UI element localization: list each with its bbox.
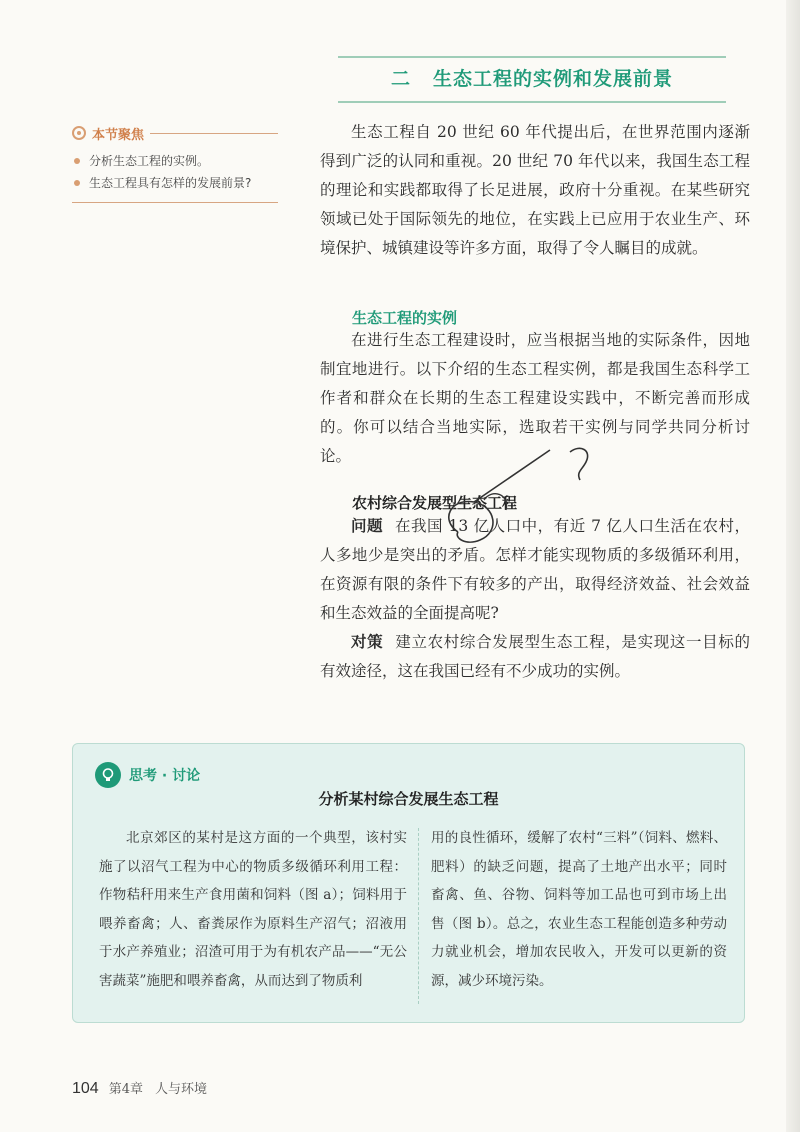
problem-text: 在我国 13 亿人口中，有近 7 亿人口生活在农村，人多地少是突出的矛盾。怎样才能实现物质的多级循环利用，在资源有限的条件下有较多的产出，取得经济效益、社会效益和生态效益的全面提高呢? — [320, 517, 750, 622]
discussion-title: 分析某村综合发展生态工程 — [318, 790, 499, 808]
section-focus-box — [72, 122, 278, 203]
problem-label: 问题 — [351, 517, 384, 535]
focus-list — [72, 150, 278, 194]
focus-bottom-rule — [72, 202, 278, 203]
focus-item — [72, 172, 278, 194]
discussion-label: 思考 · 讨论 — [129, 768, 201, 784]
bullet-icon — [74, 158, 80, 164]
page-number: 104 — [72, 1080, 99, 1097]
focus-item — [72, 150, 278, 172]
focus-item-text: 分析生态工程的实例。 — [89, 154, 210, 168]
intro-block — [320, 118, 750, 263]
section-title — [338, 62, 726, 96]
examples-heading: 生态工程的实例 — [352, 309, 458, 327]
page-edge-shadow — [786, 0, 800, 1132]
section-title-text: 生态工程的实例和发展前景 — [433, 68, 674, 90]
solution-paragraph — [320, 628, 750, 686]
title-top-rule — [338, 56, 726, 58]
target-icon — [72, 126, 86, 140]
lightbulb-icon — [95, 762, 121, 788]
rural-heading: 农村综合发展型生态工程 — [352, 494, 518, 512]
examples-paragraph: 在进行生态工程建设时，应当根据当地的实际条件，因地制宜地进行。以下介绍的生态工程实例，都是我国生态科学工作者和群众在长期的生态工程建设实践中，不断完善而形成的。你可以结合当地实际，选取若干实例与同学共同分析讨论。 — [320, 331, 750, 465]
bullet-icon — [74, 180, 80, 186]
discussion-box — [72, 743, 745, 1023]
solution-text: 建立农村综合发展型生态工程，是实现这一目标的有效途径，这在我国已经有不少成功的实例。 — [320, 633, 750, 680]
solution-label: 对策 — [351, 633, 384, 651]
discussion-left-column: 北京郊区的某村是这方面的一个典型，该村实施了以沼气工程为中心的物质多级循环利用工程：作物秸秆用来生产食用菌和饲料（图 a）；饲料用于喂养畜禽；人、畜粪尿作为原料生产沼气；沼液用于水产养殖业；沼渣可用于为有机农产品——“无公害蔬菜”施肥和喂养畜禽，从而达到了物质利 — [99, 830, 407, 989]
rural-block — [320, 512, 750, 686]
intro-paragraph: 生态工程自 20 世纪 60 年代提出后，在世界范围内逐渐得到广泛的认同和重视。20 世纪 70 年代以来，我国生态工程的理论和实践都取得了长足进展，政府十分重视。在某些研究领域已处于国际领先的地位，在实践上已应用于农业生产、环境保护、城镇建设等许多方面，取得了令人瞩目的成就。 — [320, 123, 750, 257]
section-number: 二 — [390, 68, 411, 90]
focus-item-text: 生态工程具有怎样的发展前景? — [89, 176, 252, 190]
focus-header — [72, 122, 278, 144]
problem-paragraph — [320, 512, 750, 628]
discussion-header — [95, 762, 200, 788]
chapter-number: 第4章 — [108, 1082, 143, 1097]
discussion-right-column: 用的良性循环，缓解了农村“三料”（饲料、燃料、肥料）的缺乏问题，提高了土地产出水平；同时畜禽、鱼、谷物、饲料等加工品也可到市场上出售（图 b）。总之，农业生态工程能创造多种劳动力就业机会，增加农民收入，开发可以更新的资源，减少环境污染。 — [431, 830, 727, 989]
page-footer — [72, 1078, 207, 1098]
examples-block — [320, 326, 750, 471]
focus-title: 本节聚焦 — [92, 127, 145, 143]
column-divider — [418, 828, 419, 1004]
focus-header-rule — [150, 133, 278, 134]
chapter-title: 人与环境 — [154, 1082, 207, 1097]
title-bottom-rule — [338, 101, 726, 103]
